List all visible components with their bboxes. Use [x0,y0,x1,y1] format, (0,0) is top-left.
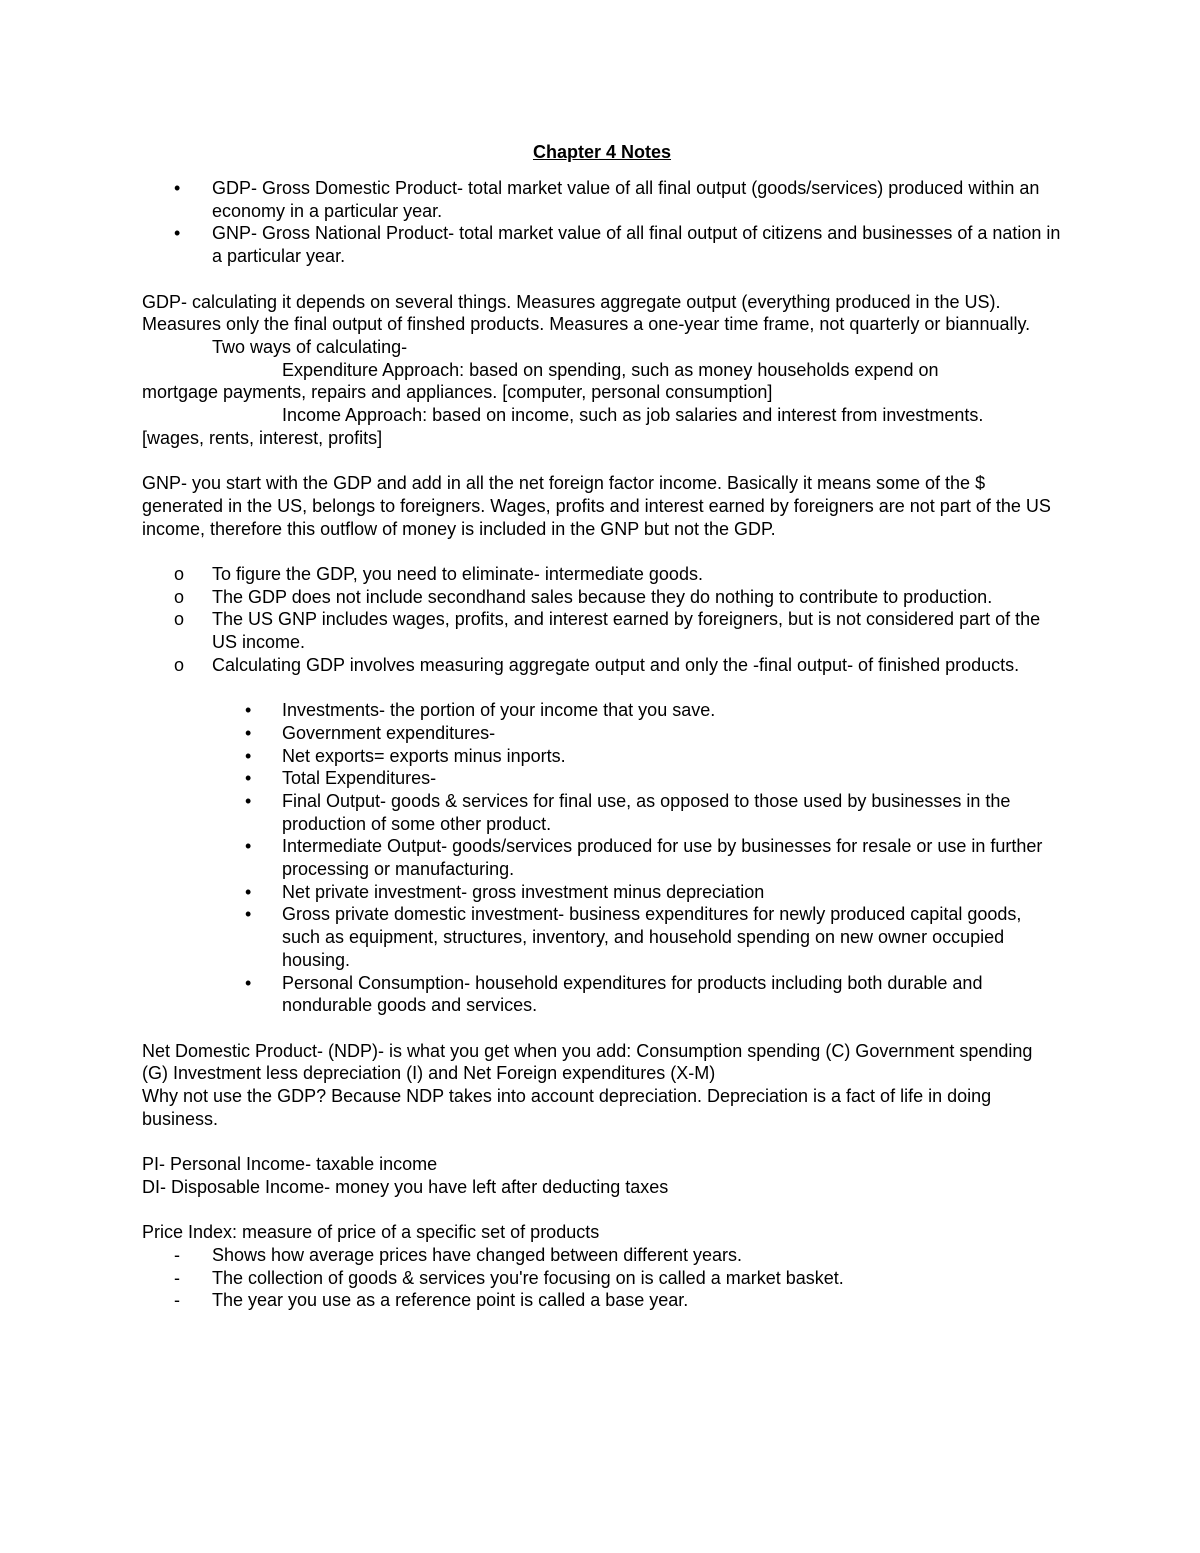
price-index-heading: Price Index: measure of price of a specific set of products [142,1222,600,1243]
bullet-dot: • [245,722,252,743]
list-item: • GNP- Gross National Product- total market value of all final output of citizens and businesses of a nation in a particular year. [174,223,1061,267]
list-item: • Total Expenditures- [245,768,437,789]
bullet-circle: o [174,586,185,607]
bullet-dot: • [245,881,252,902]
ndp-paragraph: Net Domestic Product- (NDP)- is what you get when you add: Consumption spending (C) Government spending (G) Investment less depreciation (I) and Net Foreign expenditures (X-M) [142,1040,1033,1084]
bullet-dot: • [245,904,252,925]
list-item: o Calculating GDP involves measuring aggregate output and only the -final output- of finished products. [174,654,1020,675]
bullet-dot: • [245,768,252,789]
income-approach-cont: [wages, rents, interest, profits] [142,427,383,448]
bullet-dash: - [174,1290,180,1311]
gdp-points-list [142,563,1062,677]
list-item: • GDP- Gross Domestic Product- total market value of all final output (goods/services) produced within an economy in a particular year. [174,178,1040,221]
ndp-why: Why not use the GDP? Because NDP takes into account depreciation. Depreciation is a fact of life in doing business. [142,1086,992,1129]
bullet-circle: o [174,609,185,630]
bullet-dot: • [245,745,252,766]
bullet-dot: • [174,178,181,198]
list-item: • Government expenditures- [245,722,496,743]
list-item: • Intermediate Output- goods/services produced for use by businesses for resale or use in further processing or manufacturing. [245,836,1043,880]
list-item: - Shows how average prices have changed between different years. [174,1244,742,1265]
price-index-list [142,1244,1062,1312]
expenditure-approach: Expenditure Approach: based on spending, such as money households expend on [282,359,939,380]
list-item: • Net exports= exports minus inports. [245,745,566,766]
list-item: • Personal Consumption- household expenditures for products including both durable and nondurable goods and services. [245,972,983,1016]
expenditure-approach-cont: mortgage payments, repairs and appliances. [computer, personal consumption] [142,382,773,403]
list-item: - The year you use as a reference point is called a base year. [174,1290,689,1311]
page-title: Chapter 4 Notes [532,142,672,162]
bullet-dash: - [174,1267,180,1288]
bullet-dash: - [174,1244,180,1265]
terms-list [142,699,1062,1017]
list-item: o The GDP does not include secondhand sales because they do nothing to contribute to production. [174,586,993,607]
list-item: - The collection of goods & services you're focusing on is called a market basket. [174,1267,844,1288]
bullet-dot: • [245,790,252,811]
income-approach: Income Approach: based on income, such as job salaries and interest from investments. [282,405,984,426]
bullet-circle: o [174,563,185,584]
gnp-paragraph: GNP- you start with the GDP and add in all the net foreign factor income. Basically it means some of the $ generated in the US, belongs to foreigners. Wages, profits and interest earned by foreigners are not part of the US income, therefore this outflow of money is included in the GNP but not the GDP. [142,473,1051,539]
list-item: • Gross private domestic investment- business expenditures for newly produced capital goods, such as equipment, structures, inventory, and household spending on new owner occupied housing. [245,904,1022,970]
document-page [142,140,1062,1312]
bullet-dot: • [245,836,252,857]
list-item: • Final Output- goods & services for final use, as opposed to those used by businesses in the production of some other product. [245,790,1011,834]
two-ways-heading: Two ways of calculating- [212,336,408,357]
list-item: • Investments- the portion of your income that you save. [245,700,716,721]
definitions-list [142,177,1062,268]
bullet-dot: • [245,700,252,721]
di-definition: DI- Disposable Income- money you have left after deducting taxes [142,1176,669,1197]
bullet-dot: • [174,223,181,244]
bullet-circle: o [174,654,185,675]
list-item: o The US GNP includes wages, profits, and interest earned by foreigners, but is not considered part of the US income. [174,609,1041,653]
pi-definition: PI- Personal Income- taxable income [142,1154,438,1175]
list-item: o To figure the GDP, you need to eliminate- intermediate goods. [174,563,703,584]
bullet-dot: • [245,972,252,993]
gdp-paragraph: GDP- calculating it depends on several things. Measures aggregate output (everything produced in the US). Measures only the final output of finshed products. Measures a one-year time frame, not quarterly or biannually. [142,291,1031,335]
list-item: • Net private investment- gross investment minus depreciation [245,881,765,902]
